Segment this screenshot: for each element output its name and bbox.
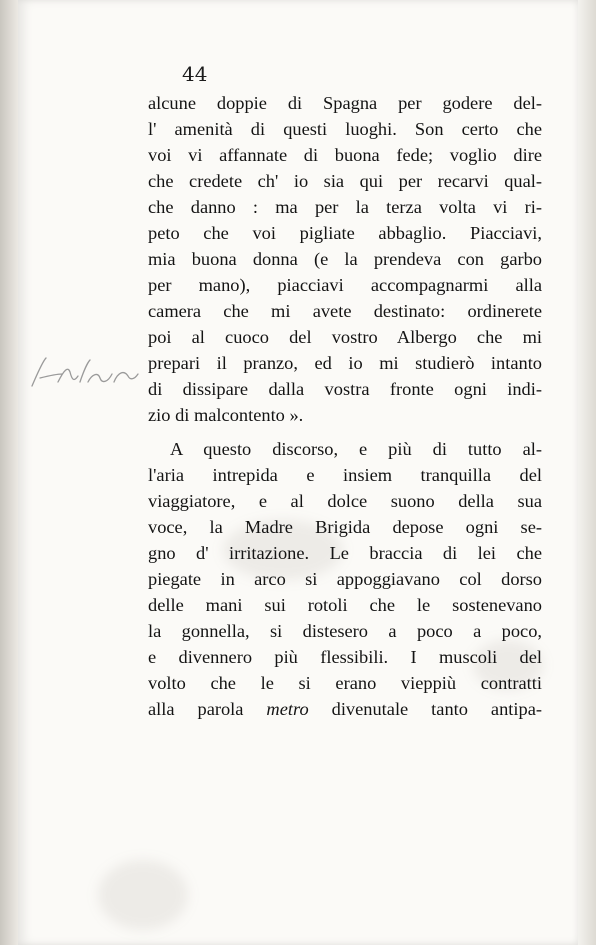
text-line: alcune doppie di Spagna per godere del- [148, 93, 542, 113]
text-line: delle mani sui rotoli che le sostenevano [148, 595, 542, 615]
text-line: mia buona donna (e la prendeva con garbo [148, 249, 542, 269]
text-line: volto che le si erano vieppiù contratti [148, 673, 542, 693]
page-number: 44 [182, 62, 208, 86]
paper-stain [98, 860, 188, 930]
text-line: che danno : ma per la terza volta vi ri- [148, 197, 542, 217]
text-line: prepari il pranzo, ed io mi studierò intanto [148, 353, 542, 373]
text-line: zio di malcontento ». [148, 405, 304, 425]
handwritten-pencil-annotation [28, 352, 140, 396]
text-line: viaggiatore, e al dolce suono della sua [148, 491, 542, 511]
text-line: piegate in arco si appoggiavano col dorso [148, 569, 542, 589]
book-gutter-left [0, 0, 18, 945]
text-line: la gonnella, si distesero a poco a poco, [148, 621, 542, 641]
text-line: voi vi affannate di buona fede; voglio dire [148, 145, 542, 165]
italic-word: metro [266, 699, 309, 719]
text-line-italic-word: alla parola metro divenutale tanto antipa- [148, 699, 542, 719]
text-line: voce, la Madre Brigida depose ogni se- [148, 517, 542, 537]
text-line: camera che mi avete destinato: ordinerete [148, 301, 542, 321]
text-line: di dissipare dalla vostra fronte ogni indi- [148, 379, 542, 399]
text-line: l'aria intrepida e insiem tranquilla del [148, 465, 542, 485]
text-line: gno d' irritazione. Le braccia di lei che [148, 543, 542, 563]
body-text [148, 90, 542, 722]
text-line: che credete ch' io sia qui per recarvi qual- [148, 171, 542, 191]
paragraph-start-line: A questo discorso, e più di tutto al- [170, 439, 542, 459]
text-line: poi al cuoco del vostro Albergo che mi [148, 327, 542, 347]
text-line: l' amenità di questi luoghi. Son certo che [148, 119, 542, 139]
text-line: per mano), piacciavi accompagnarmi alla [148, 275, 542, 295]
book-edge-right [578, 0, 596, 945]
text-line: e divennero più flessibili. I muscoli del [148, 647, 542, 667]
text-line: peto che voi pigliate abbaglio. Piacciavi, [148, 223, 542, 243]
